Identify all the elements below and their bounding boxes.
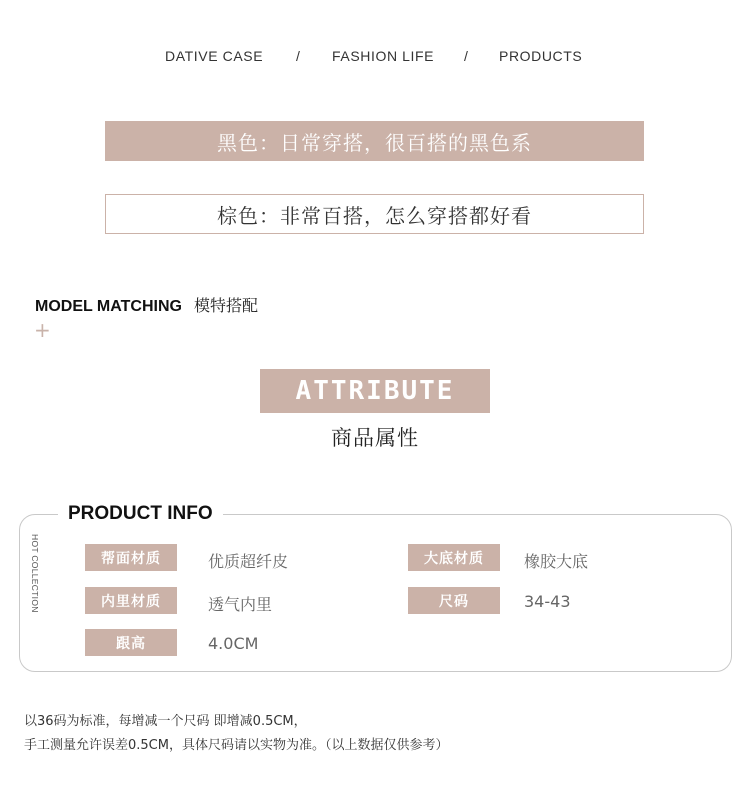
size-footnote-line2: 手工测量允许误差0.5CM，具体尺码请以实物为准。（以上数据仅供参考） [24,738,449,753]
color-brown-banner: 棕色：非常百搭，怎么穿搭都好看 [105,194,644,234]
color-black-banner: 黑色：日常穿搭，很百搭的黑色系 [105,121,644,161]
nav-item-fashion-life[interactable]: FASHION LIFE [332,48,435,64]
plus-icon: + [34,318,51,342]
model-matching-heading [35,293,258,316]
size-label: 尺码 [408,587,500,614]
heel-height-label: 跟高 [85,629,177,656]
nav-separator: / [296,48,301,64]
sole-material-label: 大底材质 [408,544,500,571]
top-nav [0,46,750,68]
nav-item-products[interactable]: PRODUCTS [499,48,583,64]
size-value: 34-43 [524,592,571,611]
product-info-title: PRODUCT INFO [58,503,223,525]
model-matching-subtitle: 模特搭配 [193,296,258,315]
upper-material-label: 帮面材质 [85,544,177,571]
attribute-subtitle: 商品属性 [331,426,419,450]
nav-item-dative-case[interactable]: DATIVE CASE [165,48,264,64]
sole-material-value: 橡胶大底 [524,552,589,571]
size-footnote-line1: 以36码为标准，每增减一个尺码 即增减0.5CM， [24,714,307,729]
nav-separator: / [464,48,469,64]
upper-material-value: 优质超纤皮 [208,552,289,571]
model-matching-title: MODEL MATCHING [35,298,182,315]
hot-collection-side-text: HOT COLLECTION [30,534,40,613]
attribute-banner: ATTRIBUTE [260,369,490,413]
heel-height-value: 4.0CM [208,634,259,653]
lining-material-label: 内里材质 [85,587,177,614]
lining-material-value: 透气内里 [208,595,273,614]
